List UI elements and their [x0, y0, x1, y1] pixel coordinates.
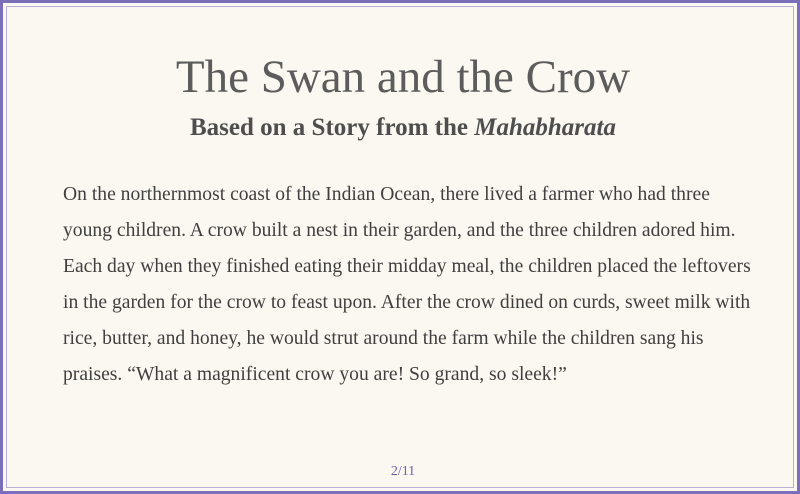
subtitle-prefix: Based on a Story from the: [190, 114, 475, 141]
story-subtitle: [3, 111, 800, 145]
subtitle-work-title: Mahabharata: [474, 114, 616, 141]
page-number: 2/11: [390, 464, 416, 479]
story-paragraph: On the northernmost coast of the Indian Ocean, there lived a farmer who had three young children. A crow built a nest in their garden, and the three children adored him. Each day when they finished eating their midday meal, the children placed the leftovers in the garden for the crow to feast upon. After the crow dined on curds, sweet milk with rice, butter, and honey, he would strut around the farm while the children sang his praises. “What a magnificent crow you are! So grand, so sleek!”: [63, 184, 751, 385]
story-title: The Swan and the Crow: [175, 51, 631, 103]
